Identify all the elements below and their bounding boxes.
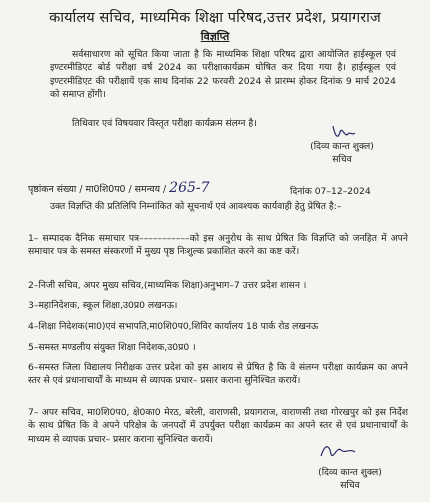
signatory-designation: सचिव bbox=[332, 154, 352, 165]
reference-line bbox=[28, 180, 210, 196]
signature-scribble-2 bbox=[318, 440, 358, 462]
signatory-name: (दिव्य कान्त शुक्ल) bbox=[310, 141, 374, 152]
recipient-item-7: 7– अपर सचिव, मा0शि0प0, क्षे0का0 मेरठ, बरेली, वाराणसी, प्रयागराज, वाराणसी तथा गोरखपुर को इस निर्देश के साथ प्रेषित कि वे अपने परिक्षेत्र के जनपदों में उपर्युक्त परीक्षा कार्यक्रम का अपने स्तर से एवं प्रधानाचार्यों के माध्यम से व्यापक प्रचार– प्रसार कराना सुनिश्चित करायें। bbox=[28, 407, 408, 445]
office-title: कार्यालय सचिव, माध्यमिक शिक्षा परिषद,उत्तर प्रदेश, प्रयागराज bbox=[49, 10, 381, 26]
recipient-item-4: 4–शिक्षा निदेशक(मा0)एवं सभापति,मा0शि0प0,शिविर कार्यालय 18 पार्क रोड लखनऊ bbox=[28, 321, 319, 332]
copy-intro: उक्त विज्ञप्ति की प्रतिलिपि निम्नांकित को सूचनार्थ एवं आवश्यक कार्यवाही हेतु प्रेषित है:– bbox=[50, 201, 342, 212]
reference-date: दिनांक 07–12–2024 bbox=[290, 186, 371, 197]
recipient-item-1: 1– सम्पादक दैनिक समाचार पत्र–––––––––––को इस अनुरोध के साथ प्रेषित कि विज्ञप्ति को जनहित में अपने समाचार पत्र के समस्त संस्करणों में मुख्य पृष्ठ निःशुल्क प्रकाशित करने का कष्ट करें। bbox=[28, 233, 408, 258]
recipient-item-2: 2–निजी सचिव, अपर मुख्य सचिव,(माध्यमिक शिक्षा)अनुभाग–7 उत्तर प्रदेश शासन । bbox=[28, 280, 307, 291]
recipient-item-3: 3–महानिदेशक, स्कूल शिक्षा,उ0प्र0 लखनऊ। bbox=[28, 300, 178, 311]
recipient-item-6: 6–समस्त जिला विद्यालय निरीक्षक उत्तर प्रदेश को इस आशय से प्रेषित है कि वे संलग्न परीक्षा कार्यक्रम का अपने स्तर से एवं प्रधानाचार्यों के माध्यम से व्यापक प्रचार– प्रसार कराना सुनिश्चित करायें। bbox=[28, 362, 408, 387]
notice-heading: विज्ञप्ति bbox=[200, 30, 230, 43]
announcement-paragraph: सर्वसाधारण को सूचित किया जाता है कि माध्यमिक शिक्षा परिषद द्वारा आयोजित हाईस्कूल एवं इण्टरमीडिएट बोर्ड परीक्षा वर्ष 2024 का परीक्षाकार्यक्रम घोषित कर दिया गया है। हाईस्कूल एवं इण्टरमीडिएट की परीक्षायें एक साथ दिनांक 22 फरवरी 2024 से प्रारम्भ होकर दिनांक 9 मार्च 2024 को समाप्त होंगी। bbox=[50, 49, 396, 100]
signatory-designation-2: सचिव bbox=[340, 480, 360, 491]
signature-block-1 bbox=[292, 140, 392, 166]
reference-prefix: पृष्ठांकन संख्या / मा0शि0प0 / समन्वय / bbox=[28, 184, 167, 195]
attachment-note: तिथिवार एवं विषयवार विस्तृत परीक्षा कार्यक्रम संलग्न है। bbox=[72, 118, 257, 129]
reference-number: 265-7 bbox=[169, 180, 210, 196]
recipient-item-5: 5–समस्त मण्डलीय संयुक्त शिक्षा निदेशक,उ0प्र0 । bbox=[28, 342, 196, 353]
signature-block-2 bbox=[300, 466, 400, 492]
signatory-name-2: (दिव्य कान्त शुक्ल) bbox=[318, 467, 382, 478]
